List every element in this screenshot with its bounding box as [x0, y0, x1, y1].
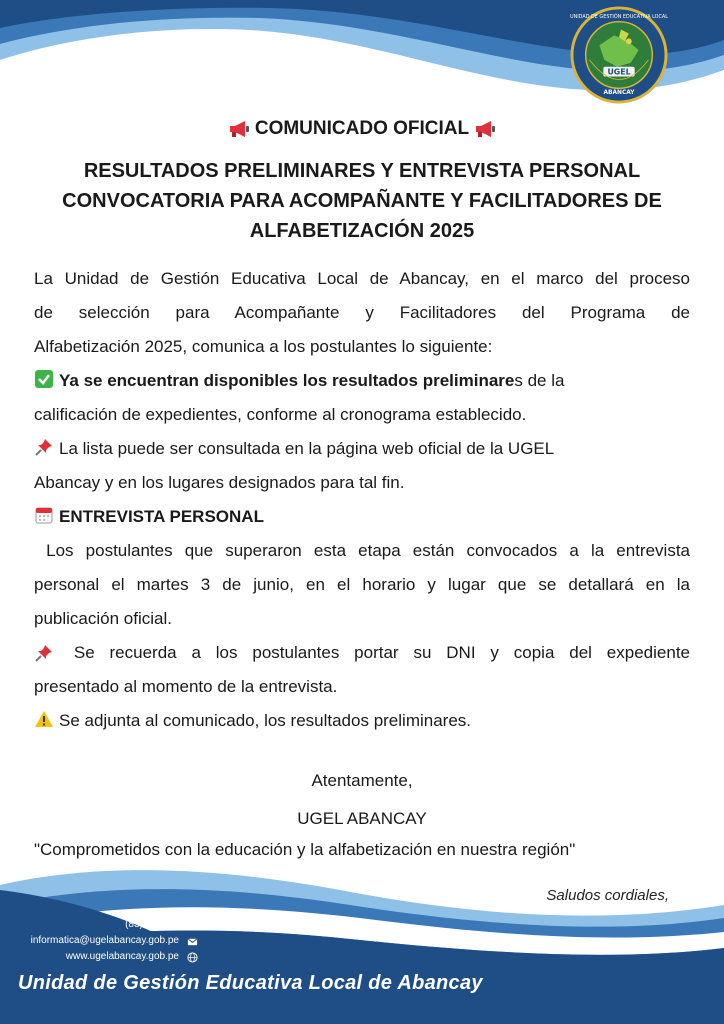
document-title [20, 156, 704, 246]
saludos-text: Saludos cordiales, [546, 887, 669, 904]
list-line-2: Abancay y en los lugares designados para tal fin. [34, 473, 405, 492]
contact-info [0, 917, 198, 965]
phone-text: (83) 322906 [125, 919, 179, 930]
results-line-2: calificación de expedientes, conforme al cronograma establecido. [34, 405, 527, 424]
check-mark-icon [34, 369, 54, 389]
interview-label: ENTREVISTA PERSONAL [59, 507, 264, 526]
dni-item [34, 636, 690, 670]
contact-phone [0, 917, 198, 933]
signoff-ugel: UGEL ABANCAY [297, 809, 427, 828]
ugel-logo [570, 6, 668, 104]
svg-text:UNIDAD DE GESTIÓN EDUCATIVA LO: UNIDAD DE GESTIÓN EDUCATIVA LOCAL [570, 13, 668, 20]
comunicado-heading [20, 118, 704, 140]
warning-icon [34, 709, 54, 729]
contact-web [0, 949, 198, 965]
signoff-atentamente: Atentamente, [311, 771, 413, 790]
attach-text: Se adjunta al comunicado, los resultados preliminares. [59, 711, 472, 730]
svg-text:UGEL: UGEL [607, 67, 631, 77]
list-line-1: La lista puede ser consultada en la página web oficial de la UGEL [59, 439, 555, 458]
web-text: www.ugelabancay.gob.pe [65, 951, 179, 962]
intro-line-2: de selección para Acompañante y Facilitadores del Programa de [34, 303, 690, 322]
comunicado-label: COMUNICADO OFICIAL [254, 118, 470, 139]
results-bold: Ya se encuentran disponibles los resultados preliminare [59, 371, 515, 390]
results-rest: s de la [514, 371, 565, 390]
list-item [34, 432, 690, 466]
dni-line-1: Se recuerda a los postulantes portar su DNI y copia del expediente [59, 643, 690, 662]
email-text: informatica@ugelabancay.gob.pe [30, 935, 179, 946]
pushpin-icon [34, 437, 54, 457]
title-line-3: ALFABETIZACIÓN 2025 [249, 220, 475, 242]
title-line-1: RESULTADOS PRELIMINARES Y ENTREVISTA PERSONAL [83, 160, 641, 182]
interview-line-1: Los postulantes que superaron esta etapa están convocados a la entrevista [34, 541, 690, 560]
intro-line-1: La Unidad de Gestión Educativa Local de Abancay, en el marco del proceso [34, 269, 690, 288]
title-line-2: CONVOCATORIA PARA ACOMPAÑANTE Y FACILITADORES DE [62, 190, 662, 212]
megaphone-icon [227, 119, 251, 139]
megaphone-icon [473, 119, 497, 139]
dni-line-2: presentado al momento de la entrevista. [34, 677, 338, 696]
interview-line-3: publicación oficial. [34, 609, 172, 628]
pushpin-icon [34, 643, 54, 663]
interview-line-2: personal el martes 3 de junio, en el horario y lugar que se detallará en la [34, 575, 690, 594]
motto-text: "Comprometidos con la educación y la alfabetización en nuestra región" [34, 840, 576, 859]
calendar-icon [34, 505, 54, 525]
interview-heading [34, 500, 690, 534]
mail-icon [187, 936, 198, 947]
contact-email [0, 933, 198, 949]
svg-text:ABANCAY: ABANCAY [603, 90, 635, 97]
attach-item [34, 704, 690, 738]
results-item [34, 364, 690, 398]
phone-icon [187, 920, 198, 931]
document-body [34, 262, 690, 738]
intro-line-3: Alfabetización 2025, comunica a los postulantes lo siguiente: [34, 337, 493, 356]
globe-icon [187, 952, 198, 963]
footer-title: Unidad de Gestión Educativa Local de Abancay [18, 972, 483, 994]
